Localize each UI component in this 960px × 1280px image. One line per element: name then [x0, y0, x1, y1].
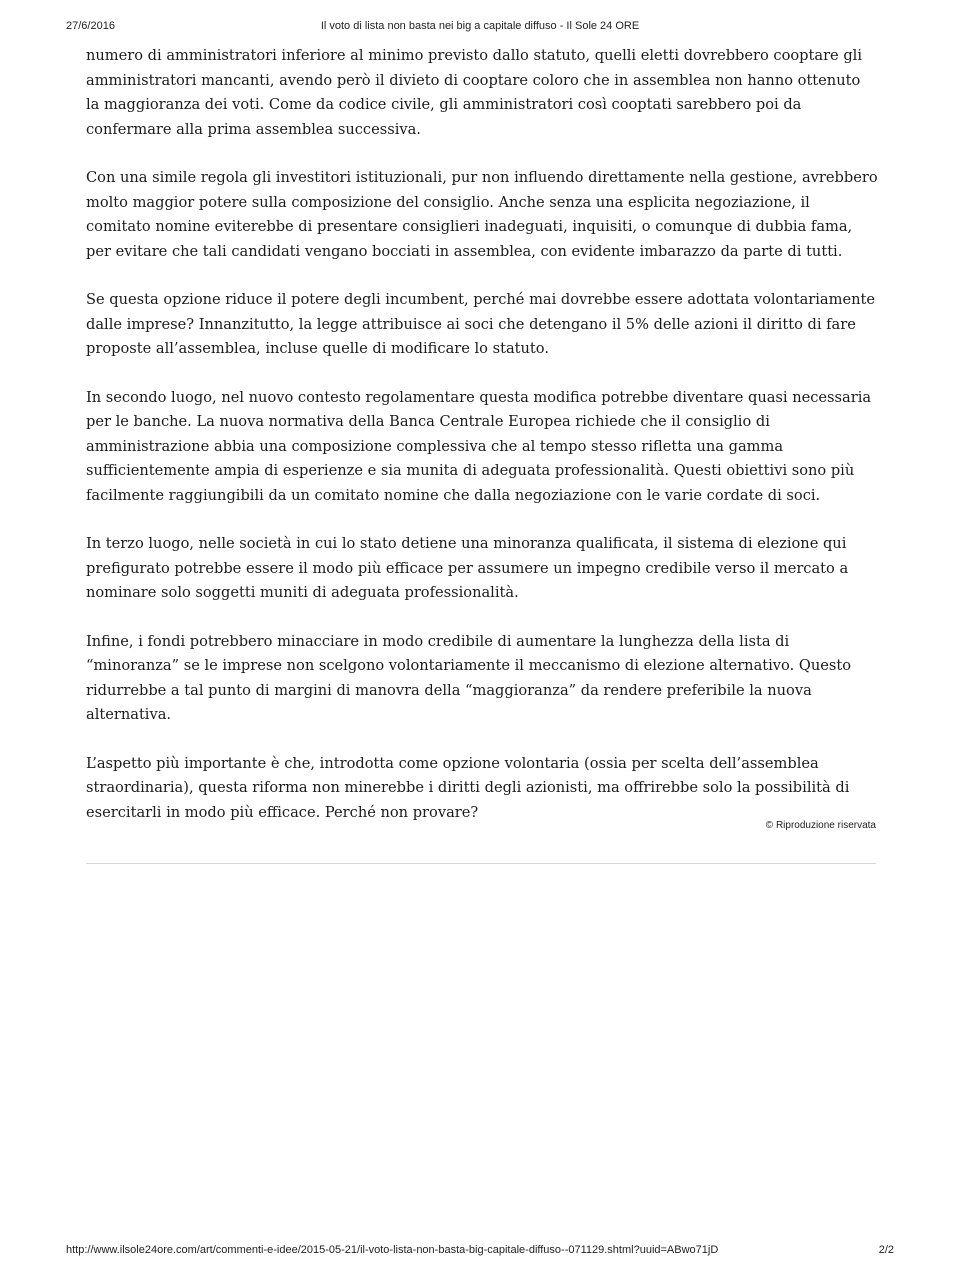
page-url: http://www.ilsole24ore.com/art/commenti-e-idee/2015-05-21/il-voto-lista-non-basta-big-capitale-diffuso--071129.shtml?uuid=ABwo71jD: [66, 1244, 719, 1256]
article-body: [86, 44, 878, 849]
article-paragraph: Se questa opzione riduce il potere degli incumbent, perché mai dovrebbe essere adottata volontariamente dalle imprese? Innanzitutto, la legge attribuisce ai soci che detengano il 5% delle azioni il diritto di fare proposte all’assemblea, incluse quelle di modificare lo statuto.: [86, 291, 875, 357]
article-paragraph: In secondo luogo, nel nuovo contesto regolamentare questa modifica potrebbe diventare quasi necessaria per le banche. La nuova normativa della Banca Centrale Europea richiede che il consiglio di amministrazione abbia una composizione complessiva che al tempo stesso rifletta una gamma sufficientemente ampia di esperienze e sia munita di adeguata professionalità. Questi obiettivi sono più facilmente raggiungibili da un comitato nomine che dalla negoziazione con le varie cordate di soci.: [86, 388, 872, 504]
copyright-notice: © Riproduzione riservata: [765, 820, 876, 831]
article-paragraph: Infine, i fondi potrebbero minacciare in modo credibile di aumentare la lunghezza della lista di “minoranza” se le imprese non scelgono volontariamente il meccanismo di elezione alternativo. Questo ridurrebbe a tal punto di margini di manovra della “maggioranza” da rendere preferibile la nuova alternativa.: [86, 632, 851, 723]
page-number: 2/2: [878, 1244, 894, 1256]
article-paragraph: numero di amministratori inferiore al minimo previsto dallo statuto, quelli eletti dovrebbero cooptare gli amministratori mancanti, avendo però il divieto di cooptare coloro che in assemblea non hanno ottenuto la maggioranza dei voti. Come da codice civile, gli amministratori così cooptati sarebbero poi da confermare alla prima assemblea successiva.: [86, 47, 863, 138]
print-date: 27/6/2016: [66, 20, 115, 32]
page-title: Il voto di lista non basta nei big a capitale diffuso - Il Sole 24 ORE: [320, 20, 640, 32]
article-paragraph: Con una simile regola gli investitori istituzionali, pur non influendo direttamente nella gestione, avrebbero molto maggior potere sulla composizione del consiglio. Anche senza una esplicita negoziazione, il comitato nomine eviterebbe di presentare consiglieri inadeguati, inquisiti, o comunque di dubbia fama, per evitare che tali candidati vengano bocciati in assemblea, con evidente imbarazzo da parte di tutti.: [86, 169, 878, 260]
print-header: [66, 20, 894, 40]
article-paragraph: L’aspetto più importante è che, introdotta come opzione volontaria (ossia per scelta dell’assemblea straordinaria), questa riforma non minerebbe i diritti degli azionisti, ma offrirebbe solo la possibilità di esercitarli in modo più efficace. Perché non provare?: [86, 754, 850, 821]
print-footer: [66, 1244, 894, 1264]
article-paragraph: In terzo luogo, nelle società in cui lo stato detiene una minoranza qualificata, il sistema di elezione qui prefigurato potrebbe essere il modo più efficace per assumere un impegno credibile verso il mercato a nominare solo soggetti muniti di adeguata professionalità.: [86, 535, 849, 601]
divider: [86, 863, 876, 864]
